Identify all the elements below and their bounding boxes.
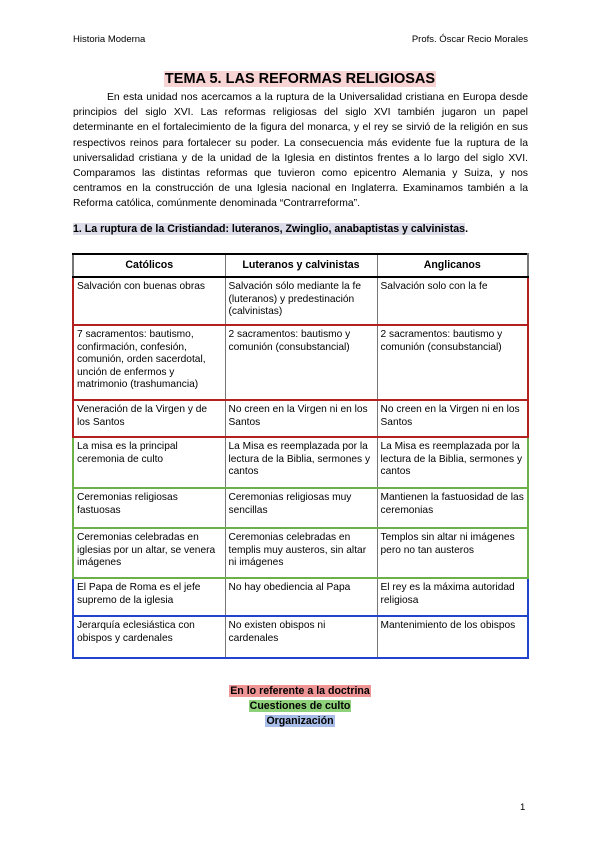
page-number: 1 [520, 802, 526, 813]
section-heading-text: 1. La ruptura de la Cristiandad: luteranos, Zwinglio, anabaptistas y calvinistas [73, 223, 466, 235]
table-row [73, 488, 528, 528]
table-cell: Mantenimiento de los obispos [377, 616, 528, 658]
table-cell: El rey es la máxima autoridad religiosa [377, 578, 528, 616]
table-cell: La Misa es reemplazada por la lectura de la Biblia, sermones y cantos [225, 437, 377, 488]
section-heading-suffix: . [465, 223, 469, 235]
color-legend [0, 684, 600, 729]
table-cell: 2 sacramentos: bautismo y comunión (consubstancial) [377, 325, 528, 400]
table-cell: Salvación solo con la fe [377, 277, 528, 325]
table-cell: La Misa es reemplazada por la lectura de la Biblia, sermones y cantos [377, 437, 528, 488]
legend-organizacion [0, 714, 600, 729]
comparison-table [72, 253, 529, 659]
legend-culto-label: Cuestiones de culto [249, 700, 351, 712]
table-cell: No existen obispos ni cardenales [225, 616, 377, 658]
table-cell: 7 sacramentos: bautismo, confirmación, confesión, comunión, orden sacerdotal, unción de enfermos y matrimonio (trashumancia) [73, 325, 225, 400]
legend-organizacion-label: Organización [266, 715, 334, 727]
title-text: TEMA 5. LAS REFORMAS RELIGIOSAS [164, 71, 436, 87]
legend-doctrina-label: En lo referente a la doctrina [230, 685, 370, 697]
table-cell: No creen en la Virgen ni en los Santos [225, 400, 377, 437]
table-row [73, 277, 528, 325]
header-right: Profs. Óscar Recio Morales [411, 34, 528, 45]
table-cell: No hay obediencia al Papa [225, 578, 377, 616]
table-row [73, 528, 528, 578]
header-left: Historia Moderna [73, 34, 146, 45]
section-heading [73, 223, 533, 235]
intro-text: En esta unidad nos acercamos a la ruptura de la Universalidad cristiana en Europa desde principios del siglo XVI. Las reformas religiosas del siglo XVI también jugaron un papel determinante en el fortalecimiento de la figura del monarca, y el rey se sirvió de la religión en sus respectivos reinos para fortalecer su poder. La consecuencia más evidente fue la ruptura de la universalidad cristiana y de la unidad de la Iglesia en distintos frentes a lo largo del siglo XVI. Comparamos las distintas reformas que tuvieron como epicentro Alemania y Suiza, y nos centramos en la construcción de una Iglesia nacional en Inglaterra. Examinamos también a la Reforma católica, comúnmente denominada “Contrarreforma”. [73, 92, 528, 210]
intro-paragraph [73, 90, 528, 212]
page-title [0, 71, 600, 87]
table-cell: Jerarquía eclesiástica con obispos y cardenales [73, 616, 225, 658]
table-row [73, 578, 528, 616]
table-cell: Salvación sólo mediante la fe (luteranos) y predestinación (calvinistas) [225, 277, 377, 325]
table-cell: Veneración de la Virgen y de los Santos [73, 400, 225, 437]
table-header-row [73, 254, 528, 277]
table-row [73, 437, 528, 488]
table-row [73, 616, 528, 658]
legend-culto [0, 699, 600, 714]
table-cell: La misa es la principal ceremonia de culto [73, 437, 225, 488]
legend-doctrina [0, 684, 600, 699]
table-cell: Templos sin altar ni imágenes pero no tan austeros [377, 528, 528, 578]
table-cell: Ceremonias religiosas muy sencillas [225, 488, 377, 528]
table-cell: Salvación con buenas obras [73, 277, 225, 325]
header-catolicos: Católicos [73, 254, 225, 277]
header-luteranos-calvinistas: Luteranos y calvinistas [225, 254, 377, 277]
table-cell: No creen en la Virgen ni en los Santos [377, 400, 528, 437]
table-cell: 2 sacramentos: bautismo y comunión (consubstancial) [225, 325, 377, 400]
table-row [73, 400, 528, 437]
table-cell: El Papa de Roma es el jefe supremo de la iglesia [73, 578, 225, 616]
header-anglicanos: Anglicanos [377, 254, 528, 277]
table-cell: Ceremonias celebradas en iglesias por un altar, se venera imágenes [73, 528, 225, 578]
table-cell: Ceremonias celebradas en templis muy austeros, sin altar ni imágenes [225, 528, 377, 578]
table-cell: Ceremonias religiosas fastuosas [73, 488, 225, 528]
table-row [73, 325, 528, 400]
table-cell: Mantienen la fastuosidad de las ceremonias [377, 488, 528, 528]
